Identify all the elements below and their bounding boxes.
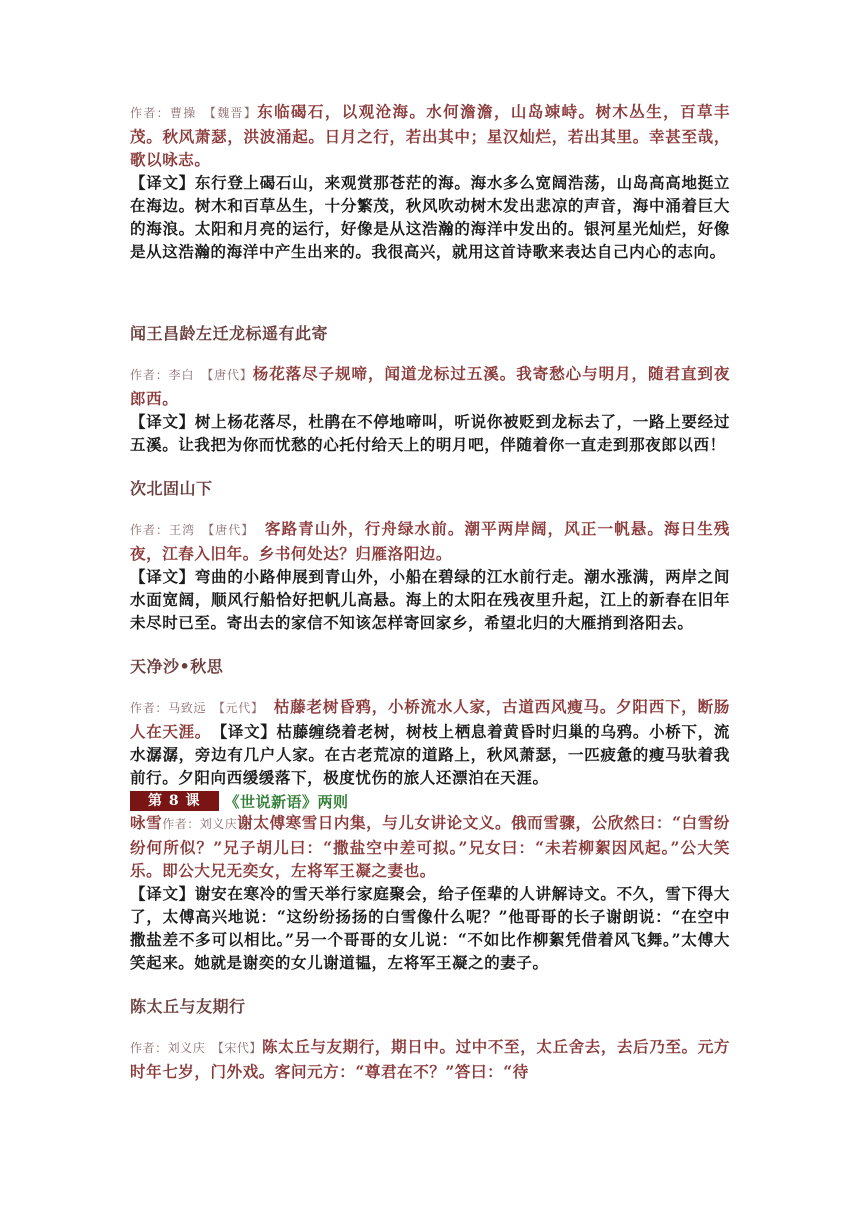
poem-text: 谢太傅寒雪日内集，与儿女讲论文义。俄而雪骤，公欣然曰：“白雪纷纷何所似？”兄子胡儿曰：“撒盐空中差可拟。”兄女曰：“未若柳絮因风起。”公大笑乐。即公大兄无奕女，左将军王凝之妻也。 — [130, 813, 730, 880]
poem-text: 杨花落尽子规啼，闻道龙标过五溪。我寄愁心与明月，随君直到夜郎西。 — [130, 364, 730, 408]
translation-paragraph: 【译文】东行登上碣石山，来观赏那苍茫的海。海水多么宽阔浩荡，山岛高高地挺立在海边。树木和百草丛生，十分繁茂，秋风吹动树木发出悲凉的声音，海中涌着巨大的海浪。太阳和月亮的运行，好像是从这浩瀚的海洋中发出的。银河星光灿烂，好像是从这浩瀚的海洋中产生出来的。我很高兴，就用这首诗歌来表达自己内心的志向。 — [130, 173, 730, 261]
document-page — [130, 100, 730, 1083]
section-ci-bei-gu-shan — [130, 476, 730, 634]
section-wen-wang-changling — [130, 321, 730, 456]
section-subtitle: 咏雪 — [130, 813, 163, 832]
poem-paragraph — [130, 1035, 730, 1083]
poem-paragraph — [130, 695, 730, 789]
author-meta: 作者：刘义庆 — [162, 817, 238, 831]
poem-paragraph — [130, 811, 730, 882]
author-meta: 作者：李白 【唐代】 — [130, 368, 253, 382]
section-guan-cang-hai — [130, 100, 730, 263]
section-title: 天净沙•秋思 — [130, 657, 224, 676]
translation-text: 【译文】枯藤缠绕着老树，树枝上栖息着黄昏时归巢的乌鸦。小桥下，流水潺潺，旁边有几户人家。在古老荒凉的道路上，秋风萧瑟，一匹疲惫的瘦马驮着我前行。夕阳向西缓缓落下，极度忧伤的旅人还漂泊在天涯。 — [130, 722, 730, 787]
section-chen-tai-qiu — [130, 994, 730, 1083]
translation-paragraph: 【译文】谢安在寒冷的雪天举行家庭聚会，给子侄辈的人讲解诗文。不久，雪下得大了，太傅高兴地说：“这纷纷扬扬的白雪像什么呢？”他哥哥的长子谢朗说：“在空中撒盐差不多可以相比。”另一个哥哥的女儿说：“不如比作柳絮凭借着风飞舞。”太傅大笑起来。她就是谢奕的女儿谢道韫，左将军王凝之的妻子。 — [130, 884, 730, 972]
author-meta: 作者：马致远 【元代】 — [130, 701, 258, 715]
lesson-title — [225, 791, 349, 812]
author-meta: 作者：王湾 【唐代】 — [130, 523, 249, 537]
section-tian-jing-sha — [130, 654, 730, 789]
poem-text: 陈太丘与友期行，期日中。过中不至，太丘舍去，去后乃至。元方时年七岁，门外戏。客问元方：“尊君在不？”答曰：“待 — [130, 1037, 730, 1081]
poem-text: 东临碣石，以观沧海。水何澹澹，山岛竦峙。树木丛生，百草丰茂。秋风萧瑟，洪波涌起。日月之行，若出其中；星汉灿烂，若出其里。幸甚至哉，歌以咏志。 — [130, 102, 730, 169]
lesson-header — [130, 791, 730, 811]
poem-paragraph — [130, 362, 730, 410]
lesson-title-tail: 两则 — [317, 792, 349, 811]
translation-paragraph: 【译文】弯曲的小路伸展到青山外，小船在碧绿的江水前行走。潮水涨满，两岸之间水面宽阔，顺风行船恰好把帆儿高悬。海上的太阳在残夜里升起，江上的新春在旧年未尽时已至。寄出去的家信不知该怎样寄回家乡，希望北归的大雁捎到洛阳去。 — [130, 567, 730, 632]
lesson-title-book: 《世说新语》 — [224, 792, 318, 811]
author-meta: 作者：曹操 【魏晋】 — [130, 106, 258, 120]
author-meta: 作者：刘义庆 【宋代】 — [130, 1041, 262, 1055]
section-title: 闻王昌龄左迁龙标遥有此寄 — [130, 324, 329, 343]
section-title: 次北固山下 — [130, 479, 213, 498]
translation-paragraph: 【译文】树上杨花落尽，杜鹃在不停地啼叫，听说你被贬到龙标去了，一路上要经过五溪。让我把为你而忧愁的心托付给天上的明月吧，伴随着你一直走到那夜郎以西！ — [130, 412, 730, 454]
poem-paragraph — [130, 517, 730, 565]
poem-paragraph — [130, 100, 730, 171]
section-yong-xue — [130, 811, 730, 974]
poem-text: 客路青山外，行舟绿水前。潮平两岸阔，风正一帆悬。海日生残夜，江春入旧年。乡书何处达？归雁洛阳边。 — [130, 519, 730, 563]
poem-text: 枯藤老树昏鸦，小桥流水人家，古道西风瘦马。夕阳西下，断肠人在天涯。 — [130, 697, 730, 741]
section-title: 陈太丘与友期行 — [130, 997, 246, 1016]
lesson-badge: 第 8 课 — [130, 791, 219, 811]
